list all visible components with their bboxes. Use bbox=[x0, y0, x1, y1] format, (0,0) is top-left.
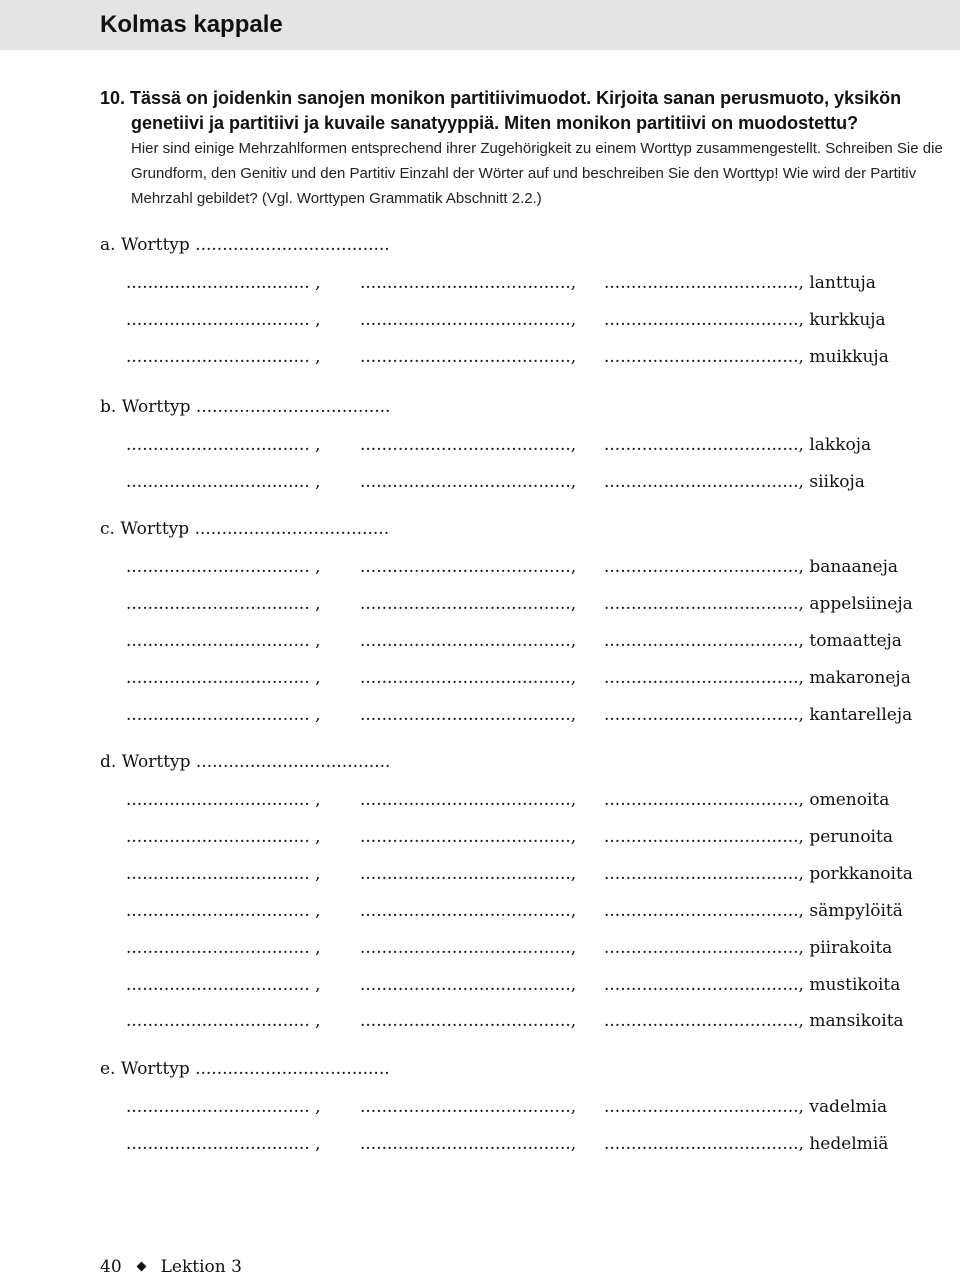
partitive-row-end bbox=[604, 345, 924, 369]
genitive-blank[interactable]: ......................................., bbox=[360, 435, 577, 455]
section-heading: b. Worttyp .................................... bbox=[100, 397, 391, 417]
partitive-blank[interactable]: ...................................., bbox=[604, 557, 804, 577]
partitive-blank[interactable]: ...................................., bbox=[604, 273, 804, 293]
partitive-row-end bbox=[604, 592, 924, 616]
base-form-blank[interactable]: .................................. , bbox=[126, 826, 321, 847]
base-form-blank[interactable]: .................................. , bbox=[126, 630, 321, 651]
partitive-row-end bbox=[604, 862, 924, 886]
lesson-label: Lektion 3 bbox=[160, 1257, 242, 1277]
plural-partitive-word: hedelmiä bbox=[809, 1133, 889, 1154]
base-form-blank[interactable]: .................................. , bbox=[126, 974, 321, 995]
base-form-blank[interactable]: .................................. , bbox=[126, 557, 321, 577]
partitive-blank[interactable]: ...................................., bbox=[604, 1097, 804, 1117]
page-footer bbox=[100, 1255, 242, 1279]
section-heading: d. Worttyp .................................... bbox=[100, 752, 391, 772]
task-instructions bbox=[100, 86, 958, 211]
partitive-row-end bbox=[604, 703, 924, 727]
task-german: Hier sind einige Mehrzahlformen entsprechend ihrer Zugehörigkeit zu einem Worttyp zusammengestellt. Schreiben Sie die Grundform, den Genitiv und den Partitiv Einzahl der Wörter auf und beschreiben Sie den Worttyp! Wie wird der Partitiv Mehrzahl gebildet? (Vgl. Worttypen Grammatik Abschnitt 2.2.) bbox=[131, 140, 943, 207]
partitive-blank[interactable]: ...................................., bbox=[604, 974, 804, 995]
genitive-blank[interactable]: ......................................., bbox=[360, 900, 577, 921]
partitive-blank[interactable]: ...................................., bbox=[604, 826, 804, 847]
genitive-blank[interactable]: ......................................., bbox=[360, 1097, 577, 1117]
plural-partitive-word: muikkuja bbox=[809, 346, 889, 367]
plural-partitive-word: mansikoita bbox=[809, 1011, 904, 1032]
partitive-blank[interactable]: ...................................., bbox=[604, 593, 804, 614]
base-form-blank[interactable]: .................................. , bbox=[126, 1011, 321, 1032]
base-form-blank[interactable]: .................................. , bbox=[126, 593, 321, 614]
base-form-blank[interactable]: .................................. , bbox=[126, 346, 321, 367]
page-number: 40 bbox=[100, 1257, 122, 1277]
plural-partitive-word: piirakoita bbox=[809, 937, 893, 958]
partitive-blank[interactable]: ...................................., bbox=[604, 471, 804, 492]
base-form-blank[interactable]: .................................. , bbox=[126, 273, 321, 293]
partitive-blank[interactable]: ...................................., bbox=[604, 790, 804, 810]
partitive-row-end bbox=[604, 899, 924, 923]
plural-partitive-word: perunoita bbox=[809, 826, 893, 847]
genitive-blank[interactable]: ......................................., bbox=[360, 826, 577, 847]
partitive-blank[interactable]: ...................................., bbox=[604, 704, 804, 725]
plural-partitive-word: mustikoita bbox=[809, 974, 901, 995]
partitive-row-end bbox=[604, 1009, 924, 1033]
partitive-blank[interactable]: ...................................., bbox=[604, 1133, 804, 1154]
partitive-row-end bbox=[604, 973, 924, 997]
genitive-blank[interactable]: ......................................., bbox=[360, 273, 577, 293]
chapter-title: Kolmas kappale bbox=[100, 11, 283, 38]
partitive-row-end bbox=[604, 629, 924, 653]
partitive-blank[interactable]: ...................................., bbox=[604, 346, 804, 367]
base-form-blank[interactable]: .................................. , bbox=[126, 1097, 321, 1117]
task-finnish bbox=[100, 86, 958, 136]
plural-partitive-word: kantarelleja bbox=[809, 704, 913, 725]
partitive-row-end bbox=[604, 433, 924, 457]
genitive-blank[interactable]: ......................................., bbox=[360, 309, 577, 330]
partitive-blank[interactable]: ...................................., bbox=[604, 630, 804, 651]
partitive-blank[interactable]: ...................................., bbox=[604, 435, 804, 455]
genitive-blank[interactable]: ......................................., bbox=[360, 704, 577, 725]
task-finnish-rest: genetiivi ja partitiivi ja kuvaile sanatyyppiä. Miten monikon partitiivi on muodostettu? bbox=[131, 113, 859, 133]
plural-partitive-word: kurkkuja bbox=[809, 309, 886, 330]
base-form-blank[interactable]: .................................. , bbox=[126, 790, 321, 810]
partitive-row-end bbox=[604, 470, 924, 494]
base-form-blank[interactable]: .................................. , bbox=[126, 1133, 321, 1154]
plural-partitive-word: lanttuja bbox=[809, 273, 876, 293]
partitive-blank[interactable]: ...................................., bbox=[604, 667, 804, 688]
plural-partitive-word: siikoja bbox=[809, 471, 865, 492]
plural-partitive-word: makaroneja bbox=[809, 667, 911, 688]
section-heading: e. Worttyp .................................... bbox=[100, 1059, 390, 1079]
plural-partitive-word: lakkoja bbox=[809, 435, 872, 455]
diamond-icon bbox=[136, 1262, 146, 1272]
plural-partitive-word: porkkanoita bbox=[809, 863, 913, 884]
genitive-blank[interactable]: ......................................., bbox=[360, 1133, 577, 1154]
partitive-row-end bbox=[604, 788, 924, 812]
partitive-blank[interactable]: ...................................., bbox=[604, 1011, 804, 1032]
partitive-row-end bbox=[604, 555, 924, 579]
partitive-row-end bbox=[604, 308, 924, 332]
base-form-blank[interactable]: .................................. , bbox=[126, 309, 321, 330]
plural-partitive-word: omenoita bbox=[809, 790, 890, 810]
plural-partitive-word: tomaatteja bbox=[809, 630, 902, 651]
partitive-blank[interactable]: ...................................., bbox=[604, 900, 804, 921]
section-heading: c. Worttyp .................................... bbox=[100, 519, 390, 539]
partitive-blank[interactable]: ...................................., bbox=[604, 863, 804, 884]
base-form-blank[interactable]: .................................. , bbox=[126, 900, 321, 921]
partitive-blank[interactable]: ...................................., bbox=[604, 937, 804, 958]
genitive-blank[interactable]: ......................................., bbox=[360, 863, 577, 884]
base-form-blank[interactable]: .................................. , bbox=[126, 667, 321, 688]
plural-partitive-word: appelsiineja bbox=[809, 593, 913, 614]
genitive-blank[interactable]: ......................................., bbox=[360, 1011, 577, 1032]
partitive-row-end bbox=[604, 1132, 924, 1156]
base-form-blank[interactable]: .................................. , bbox=[126, 471, 321, 492]
genitive-blank[interactable]: ......................................., bbox=[360, 667, 577, 688]
base-form-blank[interactable]: .................................. , bbox=[126, 435, 321, 455]
genitive-blank[interactable]: ......................................., bbox=[360, 346, 577, 367]
plural-partitive-word: banaaneja bbox=[809, 557, 899, 577]
genitive-blank[interactable]: ......................................., bbox=[360, 557, 577, 577]
task-finnish-line1: 10. Tässä on joidenkin sanojen monikon partitiivimuodot. Kirjoita sanan perusmuoto, yksikön bbox=[100, 88, 902, 108]
genitive-blank[interactable]: ......................................., bbox=[360, 593, 577, 614]
partitive-blank[interactable]: ...................................., bbox=[604, 309, 804, 330]
base-form-blank[interactable]: .................................. , bbox=[126, 863, 321, 884]
genitive-blank[interactable]: ......................................., bbox=[360, 471, 577, 492]
partitive-row-end bbox=[604, 825, 924, 849]
genitive-blank[interactable]: ......................................., bbox=[360, 790, 577, 810]
partitive-row-end bbox=[604, 271, 924, 295]
genitive-blank[interactable]: ......................................., bbox=[360, 630, 577, 651]
genitive-blank[interactable]: ......................................., bbox=[360, 974, 577, 995]
genitive-blank[interactable]: ......................................., bbox=[360, 937, 577, 958]
plural-partitive-word: sämpylöitä bbox=[809, 900, 903, 921]
partitive-row-end bbox=[604, 1095, 924, 1119]
section-heading: a. Worttyp .................................... bbox=[100, 235, 390, 255]
base-form-blank[interactable]: .................................. , bbox=[126, 704, 321, 725]
partitive-row-end bbox=[604, 666, 924, 690]
partitive-row-end bbox=[604, 936, 924, 960]
plural-partitive-word: vadelmia bbox=[809, 1097, 888, 1117]
base-form-blank[interactable]: .................................. , bbox=[126, 937, 321, 958]
